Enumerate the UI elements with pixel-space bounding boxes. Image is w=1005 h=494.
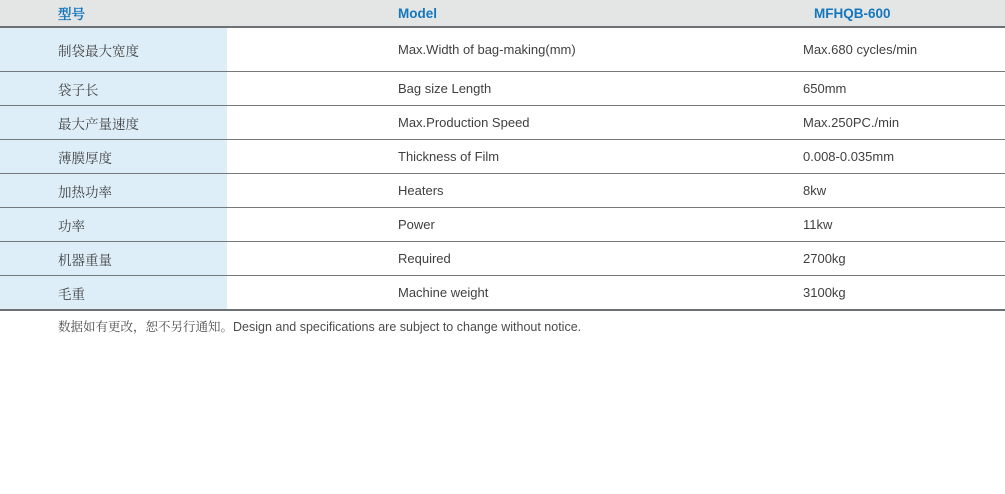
spec-cn-label: 功率 xyxy=(0,208,227,241)
spec-value: 2700kg xyxy=(803,251,846,266)
spec-cn-label: 最大产量速度 xyxy=(0,106,227,139)
spec-cn-label: 加热功率 xyxy=(0,174,227,207)
header-model-number: MFHQB-600 xyxy=(814,5,891,21)
spec-en-label: Bag size Length xyxy=(398,81,492,96)
spec-cn-label: 袋子长 xyxy=(0,72,227,105)
spec-cn-label: 制袋最大宽度 xyxy=(0,28,227,71)
table-row xyxy=(0,140,1005,174)
spec-value: 650mm xyxy=(803,81,847,96)
table-row xyxy=(0,174,1005,208)
header-model-label-cn: 型号 xyxy=(58,7,85,22)
spec-value: Max.250PC./min xyxy=(803,115,900,130)
spec-cn-label: 薄膜厚度 xyxy=(0,140,227,173)
spec-en-label: Power xyxy=(398,217,435,232)
table-row xyxy=(0,276,1005,311)
spec-en-label: Heaters xyxy=(398,183,444,198)
spec-en-label: Machine weight xyxy=(398,285,489,300)
table-row xyxy=(0,242,1005,276)
spec-value: Max.680 cycles/min xyxy=(803,42,918,57)
spec-en-label: Max.Production Speed xyxy=(398,115,530,130)
header-model-label-en: Model xyxy=(398,5,437,21)
spec-en-label: Max.Width of bag-making(mm) xyxy=(398,42,576,57)
spec-value: 11kw xyxy=(803,217,833,232)
table-header-row xyxy=(0,0,1005,28)
spec-en-label: Thickness of Film xyxy=(398,149,500,164)
spec-value: 0.008-0.035mm xyxy=(803,149,895,164)
spec-value: 3100kg xyxy=(803,285,846,300)
table-row xyxy=(0,28,1005,72)
table-row xyxy=(0,106,1005,140)
spec-cn-label: 机器重量 xyxy=(0,242,227,275)
footnote: 数据如有更改，恕不另行通知。Design and specifications are subject to change without notice. xyxy=(58,320,582,334)
spec-value: 8kw xyxy=(803,183,827,198)
spec-en-label: Required xyxy=(398,251,451,266)
table-row xyxy=(0,72,1005,106)
spec-cn-label: 毛重 xyxy=(0,276,227,309)
table-row xyxy=(0,208,1005,242)
